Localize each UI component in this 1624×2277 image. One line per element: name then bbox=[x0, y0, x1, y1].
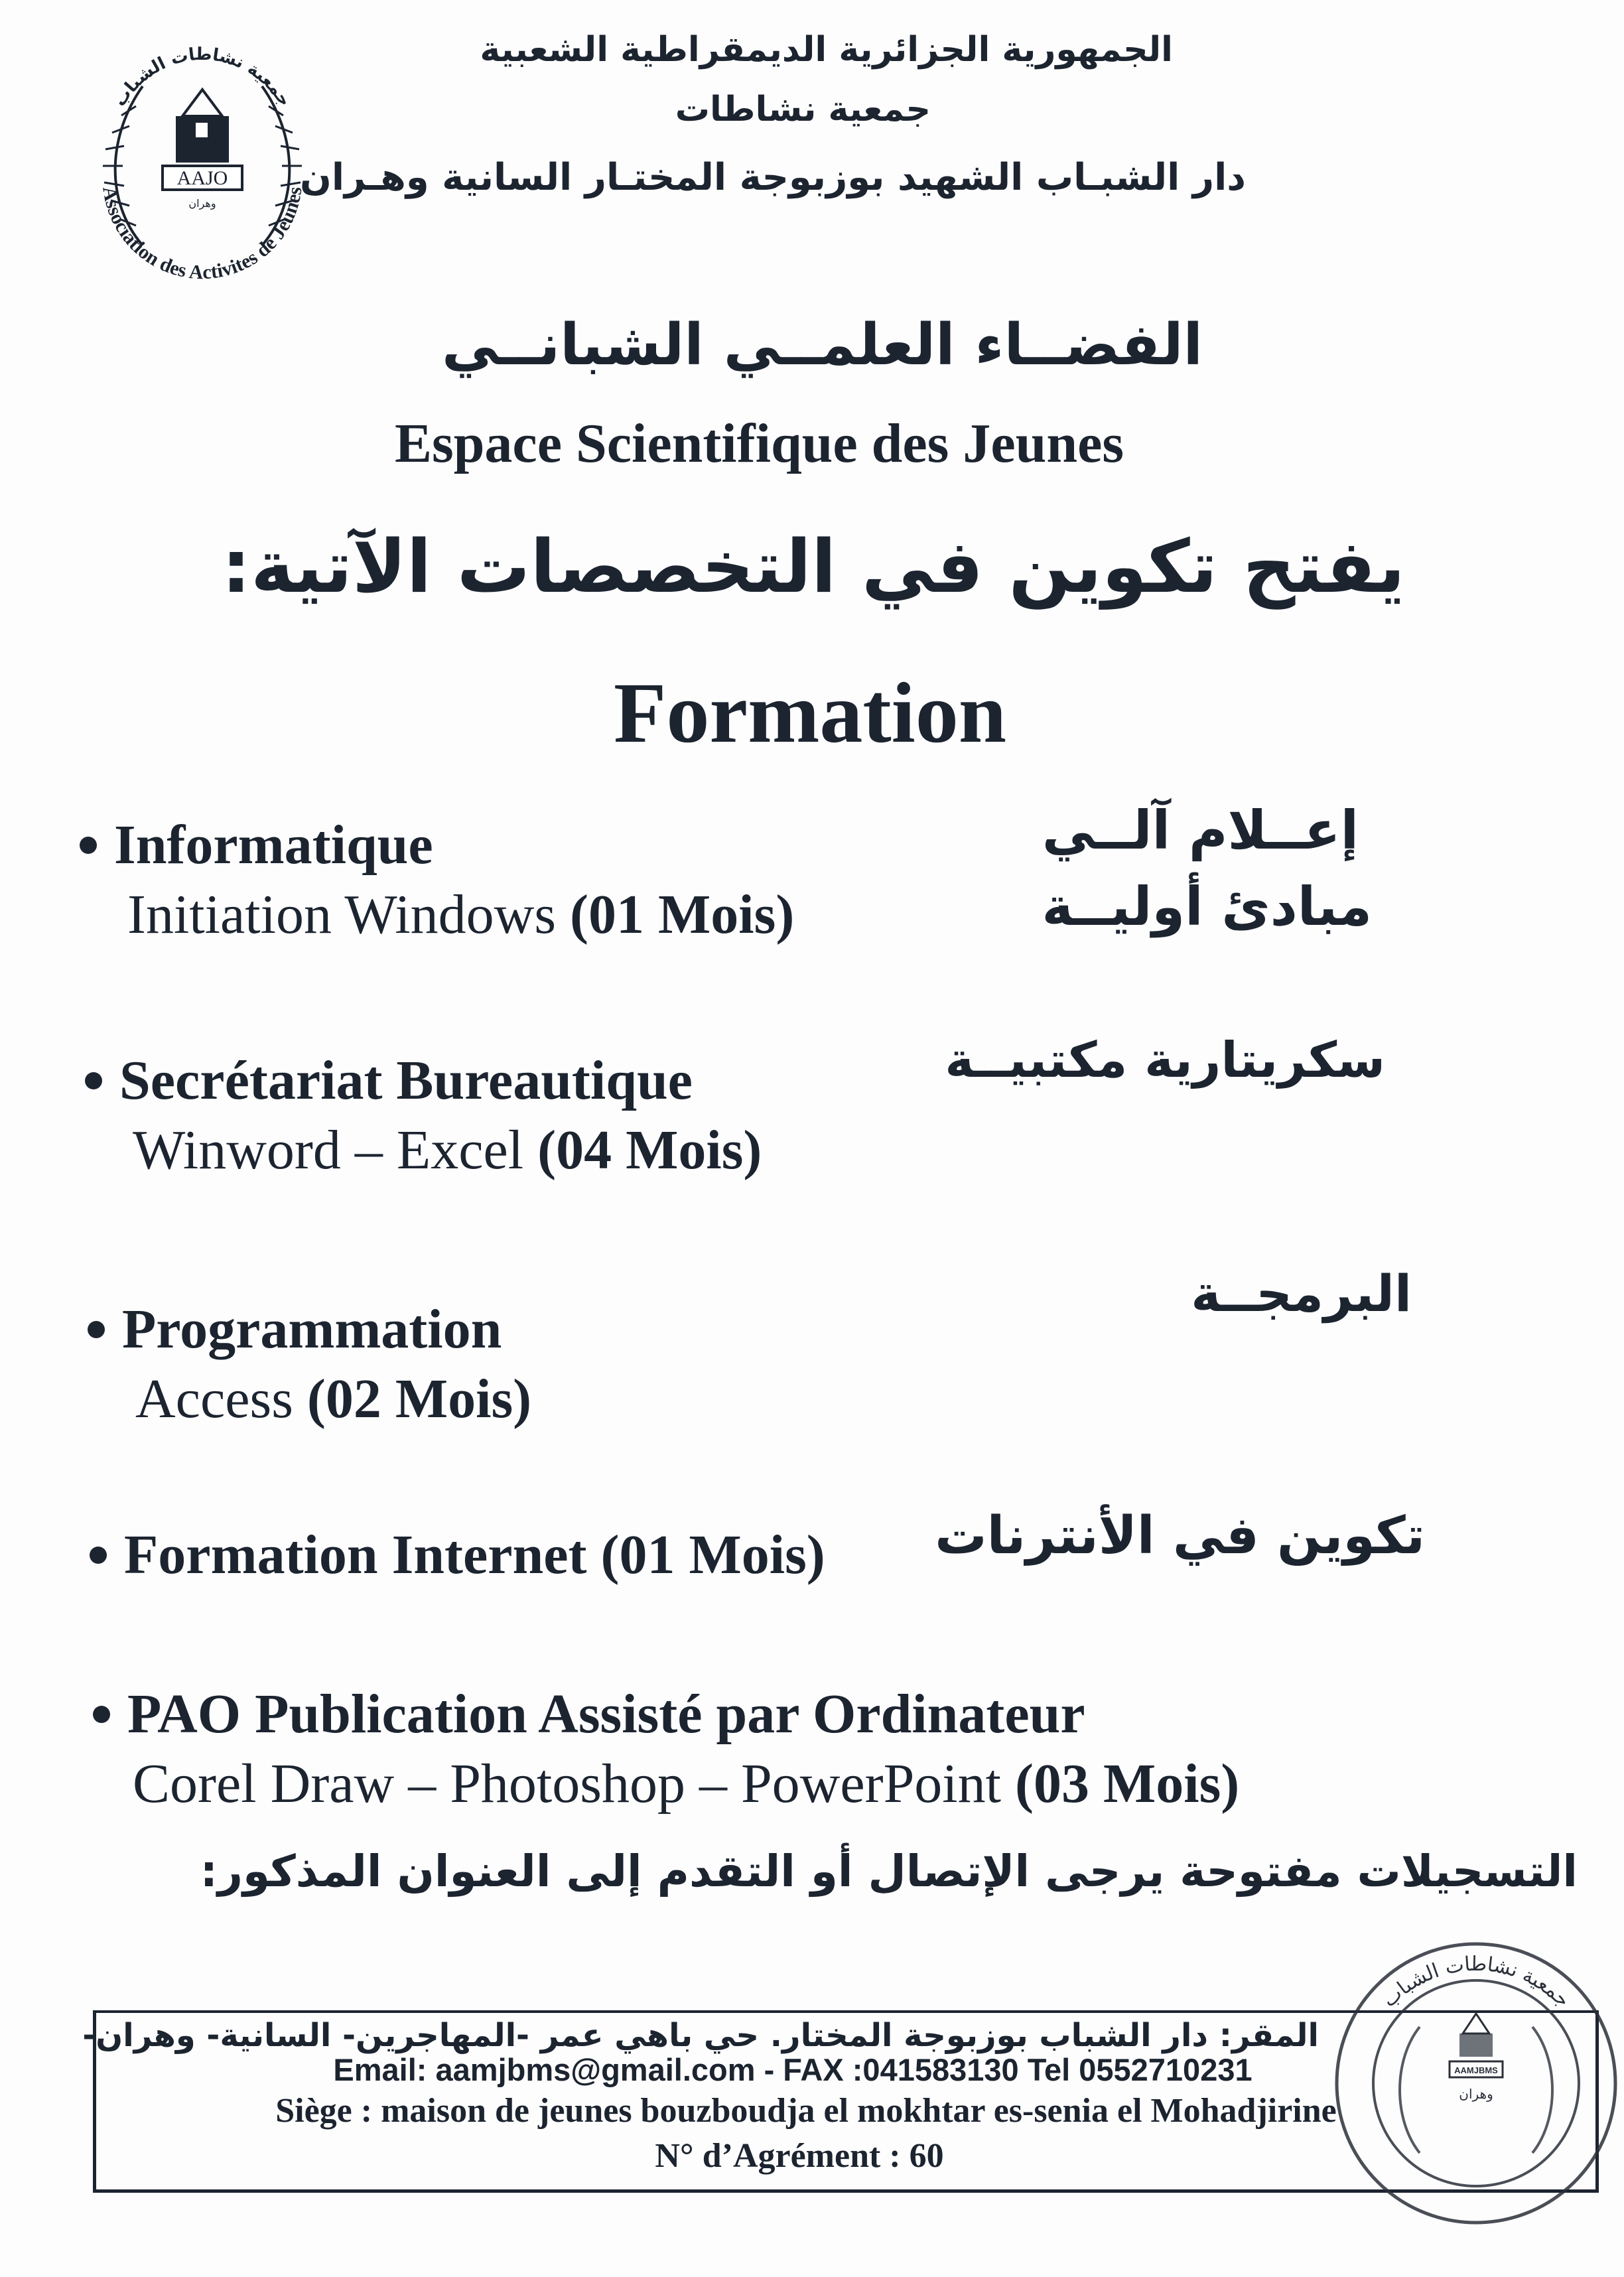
svg-text:جمعية نشاطات الشباب: جمعية نشاطات الشباب bbox=[109, 44, 295, 111]
footer-contact-line: Email: aamjbms@gmail.com - FAX :041583130 Tel 0552710231 bbox=[333, 2052, 1252, 2087]
course-detail: Access bbox=[135, 1368, 293, 1430]
formation-heading: Formation bbox=[614, 665, 1007, 761]
svg-text:AAMJBMS: AAMJBMS bbox=[1454, 2065, 1498, 2075]
logo-banner-text: AAJO bbox=[176, 167, 228, 189]
course-arabic-detail: مبادئ أوليــة bbox=[1042, 876, 1372, 937]
title-arabic: الفضــاء العلمــي الشبانــي bbox=[442, 312, 1203, 378]
course-title: Informatique bbox=[114, 814, 433, 876]
course-detail: Corel Draw – Photoshop – PowerPoint bbox=[133, 1753, 1001, 1815]
bullet-icon bbox=[85, 1072, 102, 1089]
bullet-icon bbox=[80, 837, 97, 854]
bullet-icon bbox=[90, 1547, 107, 1564]
course-arabic-title: البرمجــة bbox=[1191, 1264, 1412, 1323]
course-title: Programmation bbox=[122, 1298, 502, 1360]
svg-text:جمعية نشاطات الشباب: جمعية نشاطات الشباب bbox=[1377, 1952, 1575, 2012]
course-arabic-title: إعــلام آلــي bbox=[1042, 799, 1359, 861]
svg-text:وهران: وهران bbox=[188, 197, 216, 210]
header-youth-house: دار الشبـاب الشهيد بوزبوجة المختـار السانية وهـران bbox=[300, 156, 1246, 199]
course-item bbox=[93, 1682, 1239, 1816]
course-detail: Winword – Excel bbox=[133, 1119, 524, 1181]
course-item bbox=[80, 813, 794, 947]
footer-siege: Siège : maison de jeunes bouzboudja el mokhtar es-senia el Mohadjirine bbox=[275, 2092, 1337, 2130]
course-item bbox=[90, 1523, 825, 1587]
opening-announcement: يفتح تكوين في التخصصات الآتية: bbox=[221, 524, 1405, 609]
course-detail: Initiation Windows bbox=[127, 884, 557, 945]
course-title: PAO Publication Assisté par Ordinateur bbox=[127, 1683, 1085, 1745]
course-duration: (02 Mois) bbox=[306, 1368, 532, 1430]
svg-text:Association des Activites de J: Association des Activites de Jeunes bbox=[98, 184, 306, 284]
registration-notice: التسجيلات مفتوحة يرجى الإتصال أو التقدم إلى العنوان المذكور: bbox=[200, 1846, 1578, 1897]
course-duration: (03 Mois) bbox=[1014, 1753, 1240, 1815]
bullet-icon bbox=[93, 1706, 110, 1723]
title-french: Espace Scientifique des Jeunes bbox=[395, 413, 1124, 474]
bullet-icon bbox=[88, 1321, 105, 1338]
footer-agrement: N° d’Agrément : 60 bbox=[655, 2137, 944, 2175]
header-association: جمعية نشاطات bbox=[675, 90, 931, 129]
course-item bbox=[85, 1048, 762, 1182]
svg-text:وهران: وهران bbox=[1459, 2086, 1493, 2102]
course-duration: (01 Mois) bbox=[570, 884, 795, 945]
course-item bbox=[88, 1297, 531, 1431]
course-title: Formation Internet (01 Mois) bbox=[124, 1524, 825, 1586]
course-duration: (04 Mois) bbox=[537, 1119, 762, 1181]
footer-address-arabic: المقر: دار الشباب بوزبوجة المختار. حي باهي عمر -المهاجرين- السانية- وهران- bbox=[82, 2017, 1319, 2054]
course-arabic-title: سكريتارية مكتبيــة bbox=[945, 1032, 1385, 1089]
association-stamp bbox=[1320, 1927, 1624, 2239]
course-arabic-title: تكوين في الأنترنات bbox=[935, 1506, 1425, 1566]
course-title: Secrétariat Bureautique bbox=[119, 1050, 693, 1111]
header-country: الجمهورية الجزائرية الديمقراطية الشعبية bbox=[480, 30, 1173, 70]
